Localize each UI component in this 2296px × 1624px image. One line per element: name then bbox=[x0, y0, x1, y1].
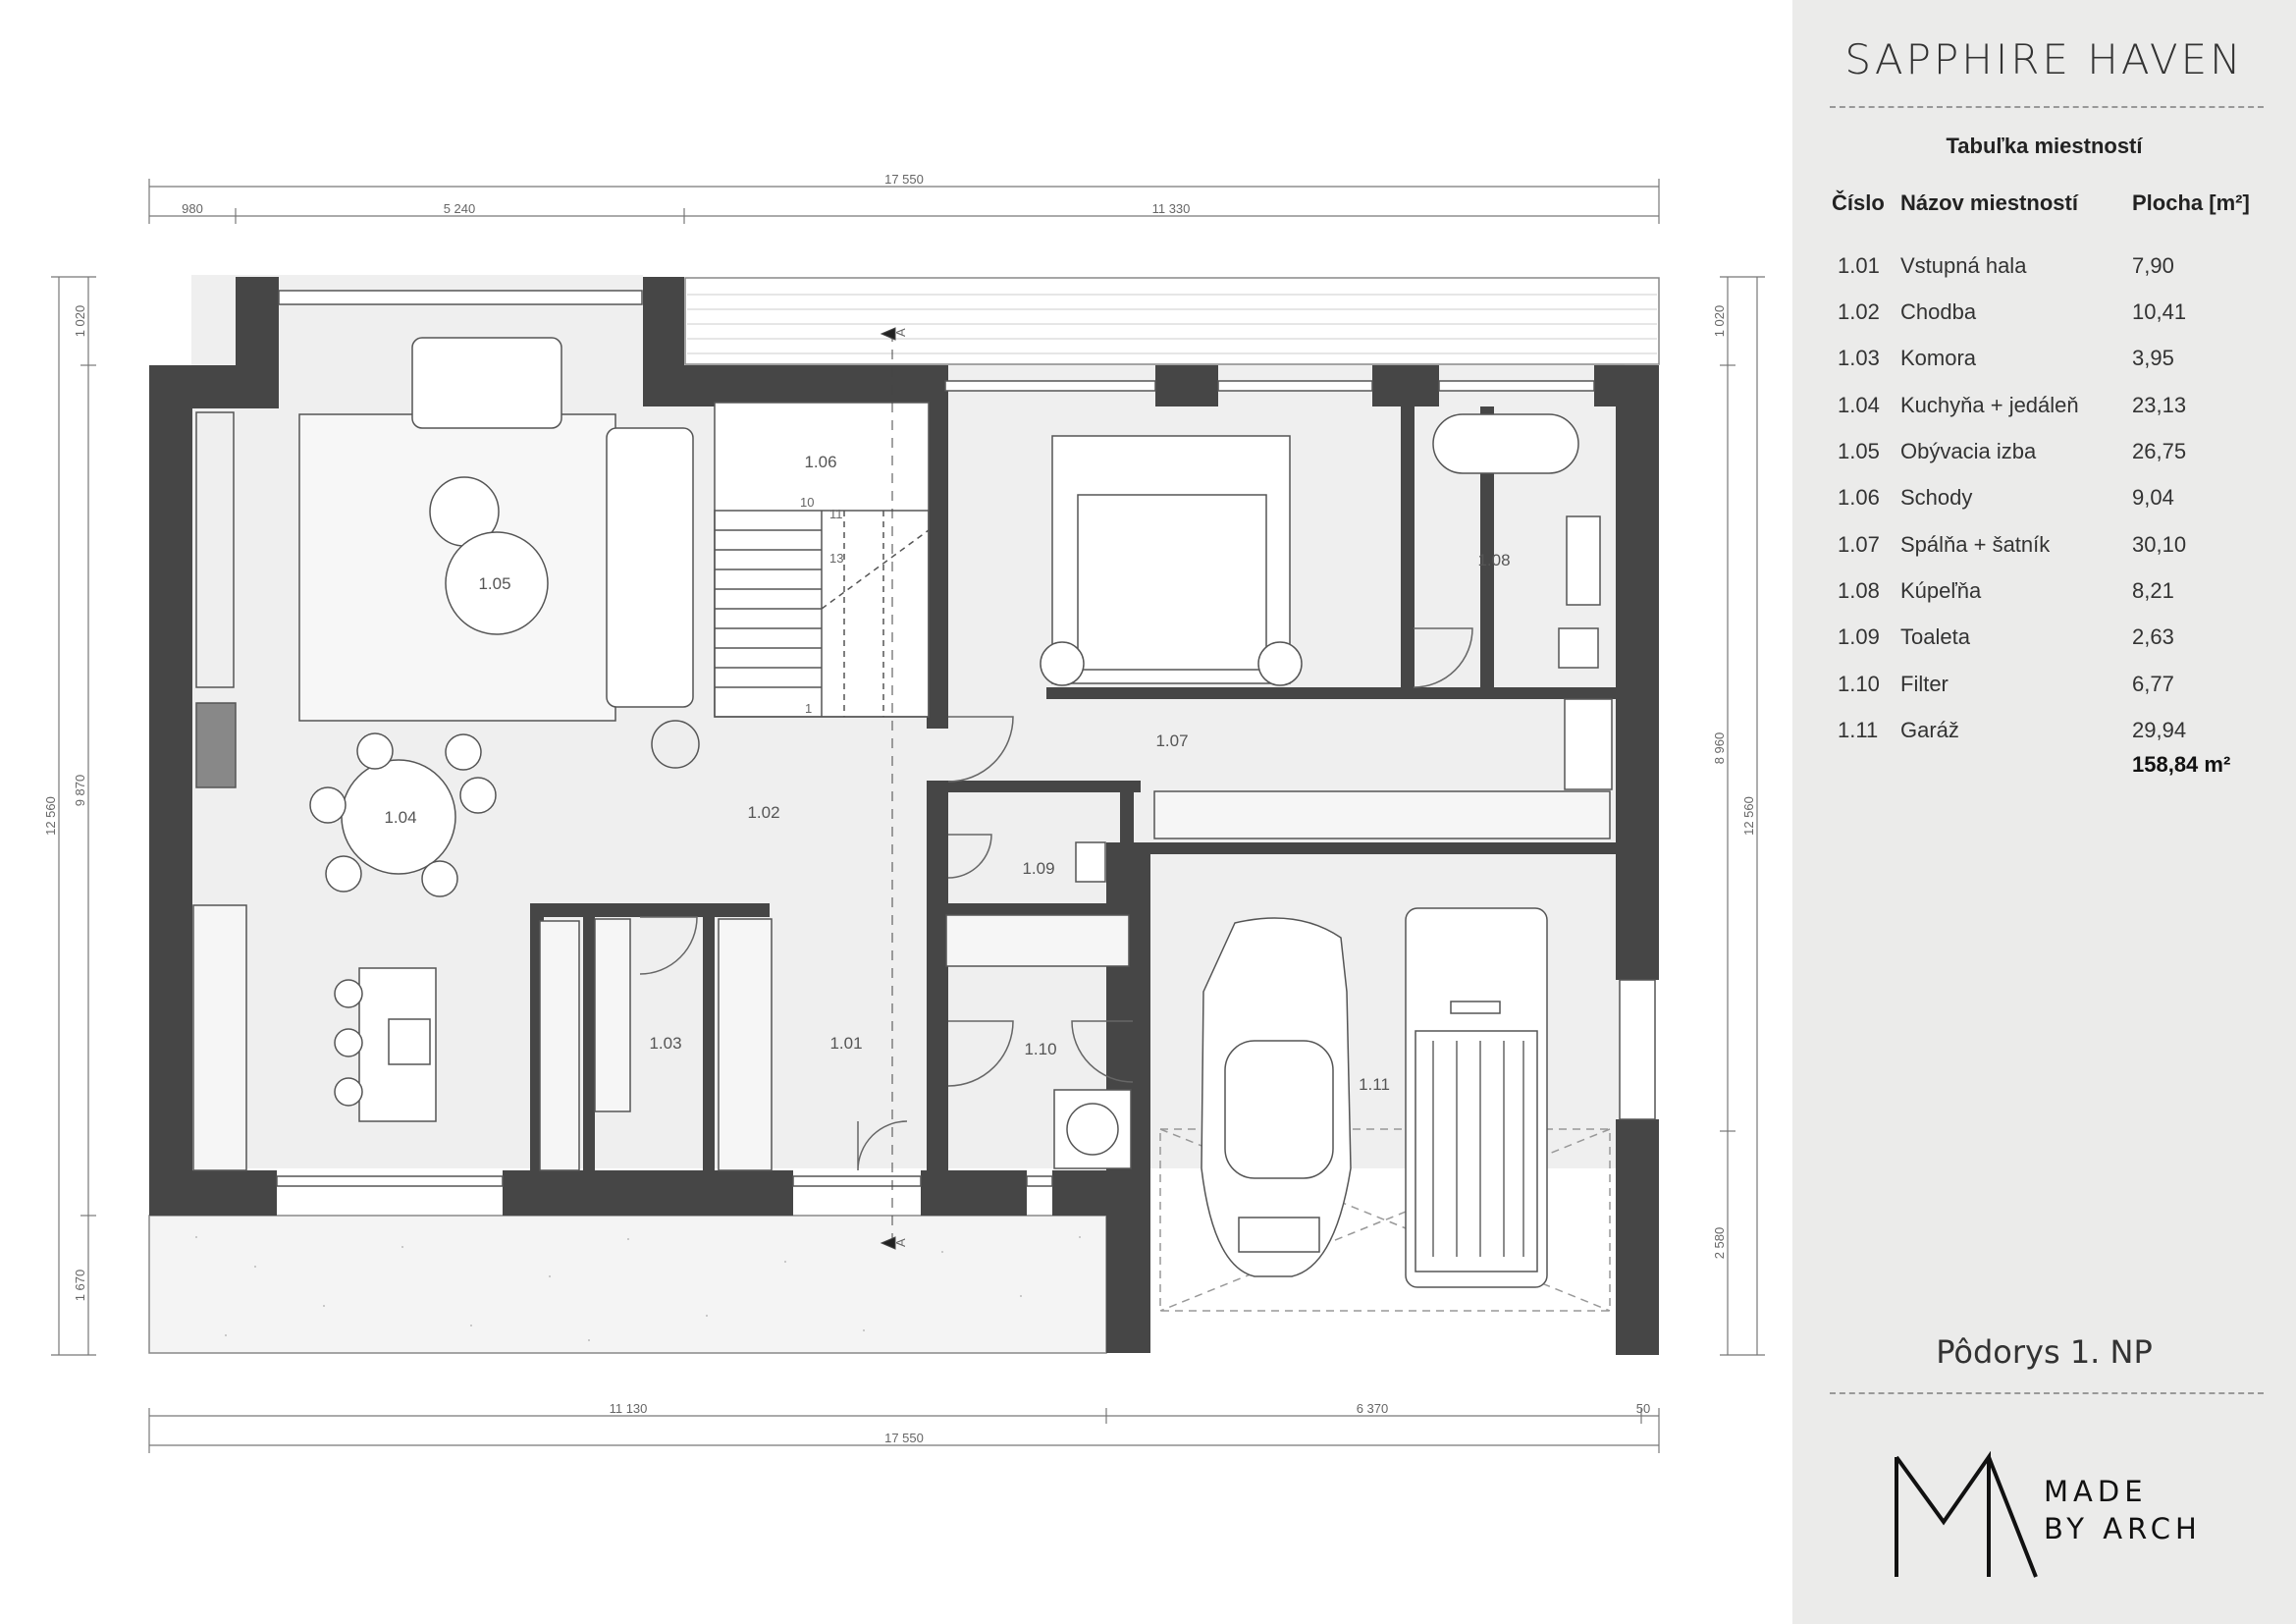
room-area: 30,10 bbox=[2132, 532, 2187, 557]
divider bbox=[1830, 106, 2264, 108]
room-name: Komora bbox=[1900, 346, 1977, 370]
dim-left-total: 12 560 bbox=[43, 796, 58, 836]
room-number: 1.06 bbox=[1838, 485, 1880, 510]
table-header-name: Názov miestností bbox=[1900, 190, 2078, 215]
table-row bbox=[1792, 578, 2296, 610]
section-label-bottom: A bbox=[893, 1238, 908, 1247]
room-name: Schody bbox=[1900, 485, 1973, 510]
section-label-top: A bbox=[893, 328, 908, 337]
table-row bbox=[1792, 672, 2296, 703]
room-area: 2,63 bbox=[2132, 624, 2174, 649]
room-number: 1.07 bbox=[1838, 532, 1880, 557]
room-name: Spálňa + šatník bbox=[1900, 532, 2051, 557]
room-label-1-08: 1.08 bbox=[1477, 551, 1511, 569]
dim-left-segment: 9 870 bbox=[73, 774, 87, 807]
table-row bbox=[1792, 718, 2296, 749]
room-area: 3,95 bbox=[2132, 346, 2174, 370]
room-label-1-07: 1.07 bbox=[1155, 731, 1189, 750]
room-name: Obývacia izba bbox=[1900, 439, 2037, 463]
room-label-1-05: 1.05 bbox=[478, 574, 511, 593]
room-number: 1.02 bbox=[1838, 299, 1880, 324]
made-by-arch-logo-mark bbox=[1893, 1451, 2040, 1583]
dim-right-total: 12 560 bbox=[1741, 796, 1756, 836]
stair-number: 11 bbox=[829, 507, 843, 521]
room-name: Kuchyňa + jedáleň bbox=[1900, 393, 2079, 417]
room-area: 8,21 bbox=[2132, 578, 2174, 603]
room-label-1-11: 1.11 bbox=[1359, 1075, 1390, 1094]
room-name: Filter bbox=[1900, 672, 1949, 696]
table-header-area: Plocha [m²] bbox=[2132, 190, 2250, 215]
room-area: 29,94 bbox=[2132, 718, 2187, 742]
table-row bbox=[1792, 346, 2296, 377]
room-area: 6,77 bbox=[2132, 672, 2174, 696]
room-area: 23,13 bbox=[2132, 393, 2187, 417]
table-row bbox=[1792, 253, 2296, 285]
room-label-1-09: 1.09 bbox=[1022, 859, 1055, 878]
room-label-1-04: 1.04 bbox=[384, 808, 417, 827]
logo-line-1: MADE bbox=[2044, 1475, 2148, 1508]
room-name: Garáž bbox=[1900, 718, 1959, 742]
stair-number: 1 bbox=[805, 701, 813, 716]
table-row bbox=[1792, 624, 2296, 656]
logo-line-2: BY ARCH bbox=[2044, 1512, 2202, 1545]
room-name: Toaleta bbox=[1900, 624, 1970, 649]
divider bbox=[1830, 1392, 2264, 1394]
plan-title: Pôdorys 1. NP bbox=[1936, 1333, 2153, 1371]
dim-right-segment: 1 020 bbox=[1712, 304, 1727, 338]
dim-bottom-segment: 11 130 bbox=[609, 1401, 648, 1416]
room-number: 1.04 bbox=[1838, 393, 1880, 417]
logo-text bbox=[2044, 1473, 2202, 1547]
room-name: Kúpeľňa bbox=[1900, 578, 1982, 603]
room-label-1-10: 1.10 bbox=[1024, 1040, 1057, 1058]
room-label-1-06: 1.06 bbox=[804, 453, 837, 471]
table-row bbox=[1792, 532, 2296, 564]
dim-right-segment: 8 960 bbox=[1712, 731, 1727, 765]
table-header-number: Číslo bbox=[1832, 190, 1885, 215]
room-area: 9,04 bbox=[2132, 485, 2174, 510]
table-row bbox=[1792, 393, 2296, 424]
dim-top-total: 17 550 bbox=[884, 172, 924, 187]
stair-number: 10 bbox=[800, 495, 815, 510]
table-row bbox=[1792, 485, 2296, 516]
dim-left-segment: 1 020 bbox=[73, 304, 87, 338]
room-label-1-01: 1.01 bbox=[829, 1034, 863, 1053]
room-area: 7,90 bbox=[2132, 253, 2174, 278]
room-label-1-02: 1.02 bbox=[747, 803, 780, 822]
dim-bottom-segment: 6 370 bbox=[1356, 1401, 1389, 1416]
room-number: 1.10 bbox=[1838, 672, 1880, 696]
room-number: 1.03 bbox=[1838, 346, 1880, 370]
room-area: 26,75 bbox=[2132, 439, 2187, 463]
room-number: 1.05 bbox=[1838, 439, 1880, 463]
room-table-title: Tabuľka miestností bbox=[1946, 134, 2143, 158]
room-label-1-03: 1.03 bbox=[649, 1034, 682, 1053]
project-title: SAPPHIRE HAVEN bbox=[1844, 35, 2244, 83]
dim-left-segment: 1 670 bbox=[73, 1269, 87, 1302]
room-number: 1.09 bbox=[1838, 624, 1880, 649]
stair-number: 13 bbox=[829, 551, 844, 566]
total-area: 158,84 m² bbox=[2132, 752, 2231, 777]
dim-top-segment: 980 bbox=[182, 201, 203, 216]
dim-top-segment: 5 240 bbox=[443, 201, 476, 216]
table-row bbox=[1792, 299, 2296, 331]
info-panel bbox=[1792, 0, 2296, 1624]
room-number: 1.11 bbox=[1838, 718, 1879, 742]
dim-bottom-total: 17 550 bbox=[884, 1431, 924, 1445]
room-number: 1.08 bbox=[1838, 578, 1880, 603]
dim-top-segment: 11 330 bbox=[1151, 201, 1191, 216]
room-name: Vstupná hala bbox=[1900, 253, 2027, 278]
room-name: Chodba bbox=[1900, 299, 1977, 324]
dim-right-segment: 2 580 bbox=[1712, 1226, 1727, 1260]
room-area: 10,41 bbox=[2132, 299, 2187, 324]
table-row bbox=[1792, 439, 2296, 470]
room-number: 1.01 bbox=[1838, 253, 1880, 278]
dim-bottom-segment: 50 bbox=[1635, 1401, 1651, 1416]
